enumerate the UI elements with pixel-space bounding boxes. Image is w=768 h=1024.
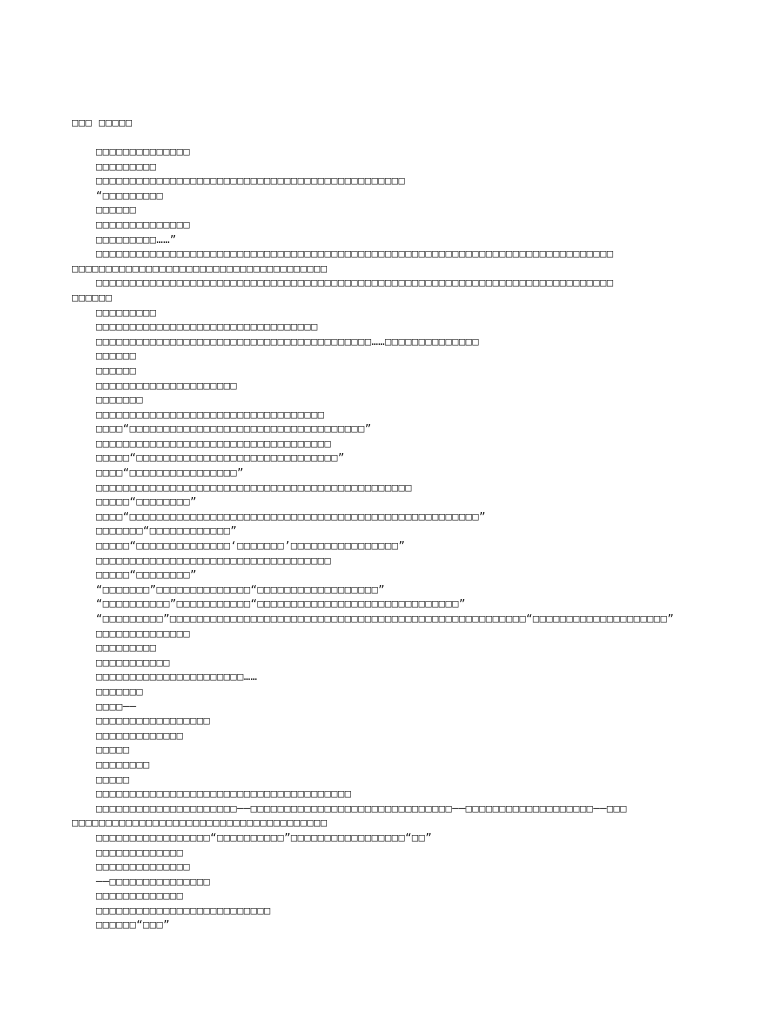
text-line: □□□□□□□□□□□□□□□□□□□□□□□□□□□□□□□□□□□□□□□□□……□□□□□□□□□□□□□□ [96, 335, 480, 348]
text-line: □□□□□□ [96, 350, 137, 363]
text-line: □□□□□□□□□□□□□□□□□□□□□□□□□□□□□□□□□□ [96, 408, 325, 421]
document-page [72, 116, 696, 933]
text-line: □□□□□□□□□□□□□□□□□□□□□□□□□□□□□□□□□□□□□□□□□□□□□□□ [96, 481, 412, 494]
text-line: □□□□□□□□□□□ [96, 656, 170, 669]
text-line: □□□□□□□□□□□□□□□□□□□□□□□□□□□□□□□□□□□ [96, 437, 332, 450]
text-line: □□□□□□□□□□□□□□ [96, 627, 191, 640]
text-line: □□□□□□□□□□□□□□ [96, 146, 191, 158]
text-line: □□□□□“□□□□□□□□” [96, 569, 197, 582]
text-line: □□□□□ [96, 744, 130, 757]
text-line: □□□□□□□“□□□□□□□□□□□□” [96, 525, 238, 538]
text-line: □□□□□□□□□□□□□□□□□□□□□□□□□□□□□□□□□□□□□□□□□□□□□□□□□□□□□□□□□□□□□□□□□□□□□□□□□□□□□ [96, 248, 614, 261]
text-line: □□□□□□ [96, 204, 137, 217]
text-line: □□□□□□□□ [96, 758, 150, 771]
text-line: □□□□□ [96, 773, 130, 786]
text-line: □□□□□□□□□□□□□□ [96, 218, 191, 231]
text-line: □□□□“□□□□□□□□□□□□□□□□□□□□□□□□□□□□□□□□□□□□□□□□□□□□□□□□□□□□” [96, 510, 486, 523]
text-line: □□□□□“□□□□□□□□□□□□□□□□□□□□□□□□□□□□□□” [96, 452, 345, 465]
text-line: □□□□□“□□□□□□□□” [96, 496, 197, 509]
text-line: “□□□□□□□”□□□□□□□□□□□□□□“□□□□□□□□□□□□□□□□□□” [96, 583, 386, 596]
text-line: □□□□□□□□□□□□□□□□□□□□□□□□□□□□□□□□□□□□□□□□□□□□□□ [96, 175, 406, 188]
text-line: □□□□□□□□□□□□□□□□□□□□□□□□□□□□□□□□□□□□□□ [72, 817, 328, 830]
text-line: □□□□□□□□□□□□□□□□□ [96, 715, 211, 728]
text-line: ──□□□□□□□□□□□□□□□ [96, 875, 211, 888]
text-line: “□□□□□□□□□ [96, 189, 164, 202]
text-line: □□□□□□□□□……” [96, 233, 177, 246]
text-line: “□□□□□□□□□□”□□□□□□□□□□□“□□□□□□□□□□□□□□□□□□□□□□□□□□□□□□” [96, 598, 466, 611]
document-body [72, 145, 696, 933]
text-line: □□□□□□□□□□□□□□□□□□□□□□□□□□□□□□□□□□□ [96, 554, 332, 567]
text-line: □□□□□□ [96, 364, 137, 377]
text-line: □□□□“□□□□□□□□□□□□□□□□□□□□□□□□□□□□□□□□□□□” [96, 423, 372, 436]
text-line: □□□□□□□□□□□□□□□□□□□□□□□□□□□□□□□□□□□□□□ [96, 788, 352, 801]
text-line: □□□□□□□□□□□□□ [96, 890, 184, 903]
text-line: □□□□□□□□□□□□□□□□□□□□□□□□□□□□□□□□□□□□□□ [72, 262, 328, 275]
text-line: □□□□□□□□□ [96, 642, 157, 655]
document-title: □□□ □□□□□ [72, 117, 133, 129]
text-line: □□□□□□□□□□□□□□□□□□□□□□□□□□□□□□□□□□□□□□□□□□□□□□□□□□□□□□□□□□□□□□□□□□□□□□□□□□□□□ [96, 277, 614, 290]
text-line: □□□□□□□□□ [96, 306, 157, 319]
text-line: □□□□□□□□□□□□□□ [96, 861, 191, 874]
text-line: □□□□□□□□□□□□□□□□□□□□□□□□□□ [96, 904, 271, 917]
text-line: “□□□□□□□□□”□□□□□□□□□□□□□□□□□□□□□□□□□□□□□□□□□□□□□□□□□□□□□□□□□□□□□“□□□□□□□□□□□□□□□□□□□□” [96, 613, 675, 625]
text-line: □□□□□□□□□□□□□□□□□“□□□□□□□□□□”□□□□□□□□□□□□□□□□□“□□” [96, 831, 433, 844]
text-line: □□□□□□□□□□□□□□□□□□□□□ [96, 379, 238, 392]
text-line: □□□□□□□ [96, 685, 144, 698]
text-line: □□□□□□ [72, 291, 113, 304]
text-line: □□□□□□□□□ [96, 160, 157, 173]
text-line: □□□□□□□□□□□□□□□□□□□□□□□□□□□□□□□□□ [96, 321, 318, 334]
text-line: □□□□□□□□□□□□□ [96, 729, 184, 742]
text-line: □□□□□“□□□□□□□□□□□□□□‘□□□□□□□’□□□□□□□□□□□□□□□□” [96, 540, 406, 553]
text-line: □□□□□□“□□□” [96, 919, 170, 932]
text-line: □□□□── [96, 700, 137, 713]
text-line: □□□□□□□□□□□□□□□□□□□□□□…… [96, 671, 258, 684]
text-line: □□□□“□□□□□□□□□□□□□□□□” [96, 467, 244, 480]
text-line: □□□□□□□□□□□□□ [96, 846, 184, 859]
text-line: □□□□□□□□□□□□□□□□□□□□□──□□□□□□□□□□□□□□□□□□□□□□□□□□□□□□──□□□□□□□□□□□□□□□□□□□──□□□ [96, 802, 628, 815]
text-line: □□□□□□□ [96, 394, 144, 407]
